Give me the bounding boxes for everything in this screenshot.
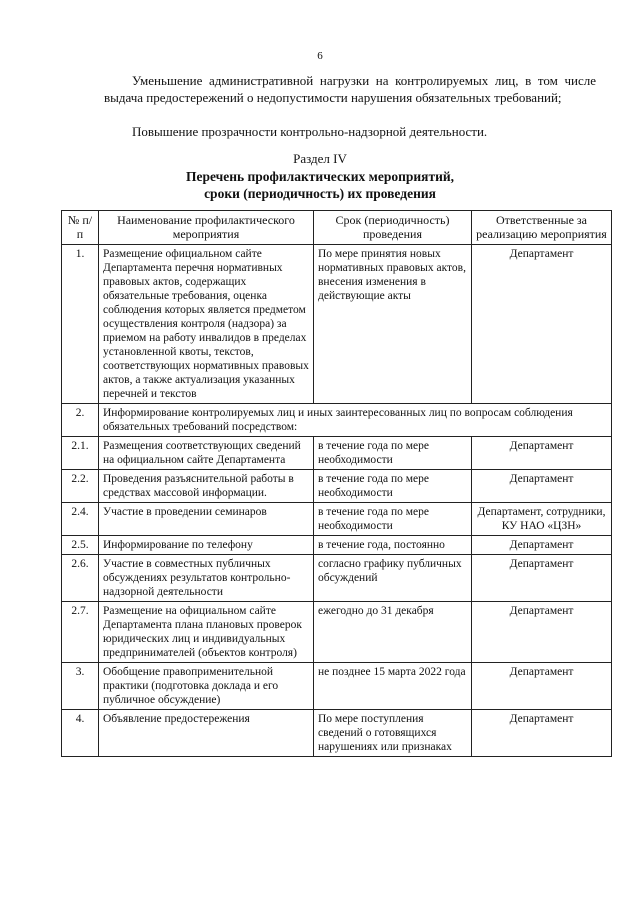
row-name: Размещение официальном сайте Департамента перечня нормативных правовых актов, содержащих обязательные требования, оценка соблюдения которых является предметом осуществления контроля (надзора) за приемом на работу инвалидов в пределах установленной квоты, текстов, соответствующих нормативных правовых актов, а также актуализация указанных перечней и текстов [99, 245, 314, 404]
row-responsible: Департамент [472, 470, 612, 503]
heading-line-2: сроки (периодичность) их проведения [204, 186, 436, 201]
row-num: 2.6. [62, 555, 99, 602]
row-term: в течение года по мере необходимости [314, 470, 472, 503]
row-term: в течение года по мере необходимости [314, 503, 472, 536]
header-num: № п/п [62, 211, 99, 245]
row-term: ежегодно до 31 декабря [314, 602, 472, 663]
row-num: 2.4. [62, 503, 99, 536]
row-num: 2.1. [62, 437, 99, 470]
table-row [62, 404, 612, 437]
row-term: не позднее 15 марта 2022 года [314, 663, 472, 710]
table-row [62, 470, 612, 503]
row-term: По мере принятия новых нормативных правовых актов, внесения изменения в действующие акты [314, 245, 472, 404]
row-name-merged: Информирование контролируемых лиц и иных заинтересованных лиц по вопросам соблюдения обязательных требований посредством: [99, 404, 612, 437]
row-responsible: Департамент [472, 602, 612, 663]
table-row [62, 555, 612, 602]
row-name: Обобщение правоприменительной практики (подготовка доклада и его публичное обсуждение) [99, 663, 314, 710]
table-row [62, 245, 612, 404]
header-term: Срок (периодичность) проведения [314, 211, 472, 245]
header-name: Наименование профилактического мероприятия [99, 211, 314, 245]
measures-table [61, 210, 612, 757]
row-num: 2.5. [62, 536, 99, 555]
table-row [62, 710, 612, 757]
table-row [62, 602, 612, 663]
row-num: 1. [62, 245, 99, 404]
row-num: 2.2. [62, 470, 99, 503]
section-heading [0, 168, 640, 202]
row-name: Участие в совместных публичных обсуждениях результатов контрольно-надзорной деятельности [99, 555, 314, 602]
table-row [62, 536, 612, 555]
row-term: согласно графику публичных обсуждений [314, 555, 472, 602]
row-name: Размещение на официальном сайте Департамента плана плановых проверок юридических лиц и индивидуальных предпринимателей (объектов контроля) [99, 602, 314, 663]
row-responsible: Департамент [472, 536, 612, 555]
row-responsible: Департамент [472, 663, 612, 710]
row-name: Размещения соответствующих сведений на официальном сайте Департамента [99, 437, 314, 470]
table-row [62, 503, 612, 536]
header-responsible: Ответственные за реализацию мероприятия [472, 211, 612, 245]
row-term: По мере поступления сведений о готовящихся нарушениях или признаках [314, 710, 472, 757]
row-term: в течение года по мере необходимости [314, 437, 472, 470]
paragraph-admin-burden: Уменьшение административной нагрузки на контролируемых лиц, в том числе выдача предостережений о недопустимости нарушения обязательных требований; [104, 73, 596, 105]
paragraph-transparency: Повышение прозрачности контрольно-надзорной деятельности. [132, 124, 488, 139]
table-header-row [62, 211, 612, 245]
row-responsible: Департамент [472, 245, 612, 404]
row-name: Участие в проведении семинаров [99, 503, 314, 536]
page-number: 6 [317, 50, 323, 62]
section-label: Раздел IV [293, 151, 347, 166]
row-responsible: Департамент, сотрудники, КУ НАО «ЦЗН» [472, 503, 612, 536]
row-name: Проведения разъяснительной работы в средствах массовой информации. [99, 470, 314, 503]
row-num: 2. [62, 404, 99, 437]
table-row [62, 663, 612, 710]
row-responsible: Департамент [472, 437, 612, 470]
row-num: 3. [62, 663, 99, 710]
table-row [62, 437, 612, 470]
row-num: 4. [62, 710, 99, 757]
row-responsible: Департамент [472, 710, 612, 757]
row-term: в течение года, постоянно [314, 536, 472, 555]
row-num: 2.7. [62, 602, 99, 663]
row-responsible: Департамент [472, 555, 612, 602]
heading-line-1: Перечень профилактических мероприятий, [185, 169, 455, 184]
row-name: Информирование по телефону [99, 536, 314, 555]
row-name: Объявление предостережения [99, 710, 314, 757]
